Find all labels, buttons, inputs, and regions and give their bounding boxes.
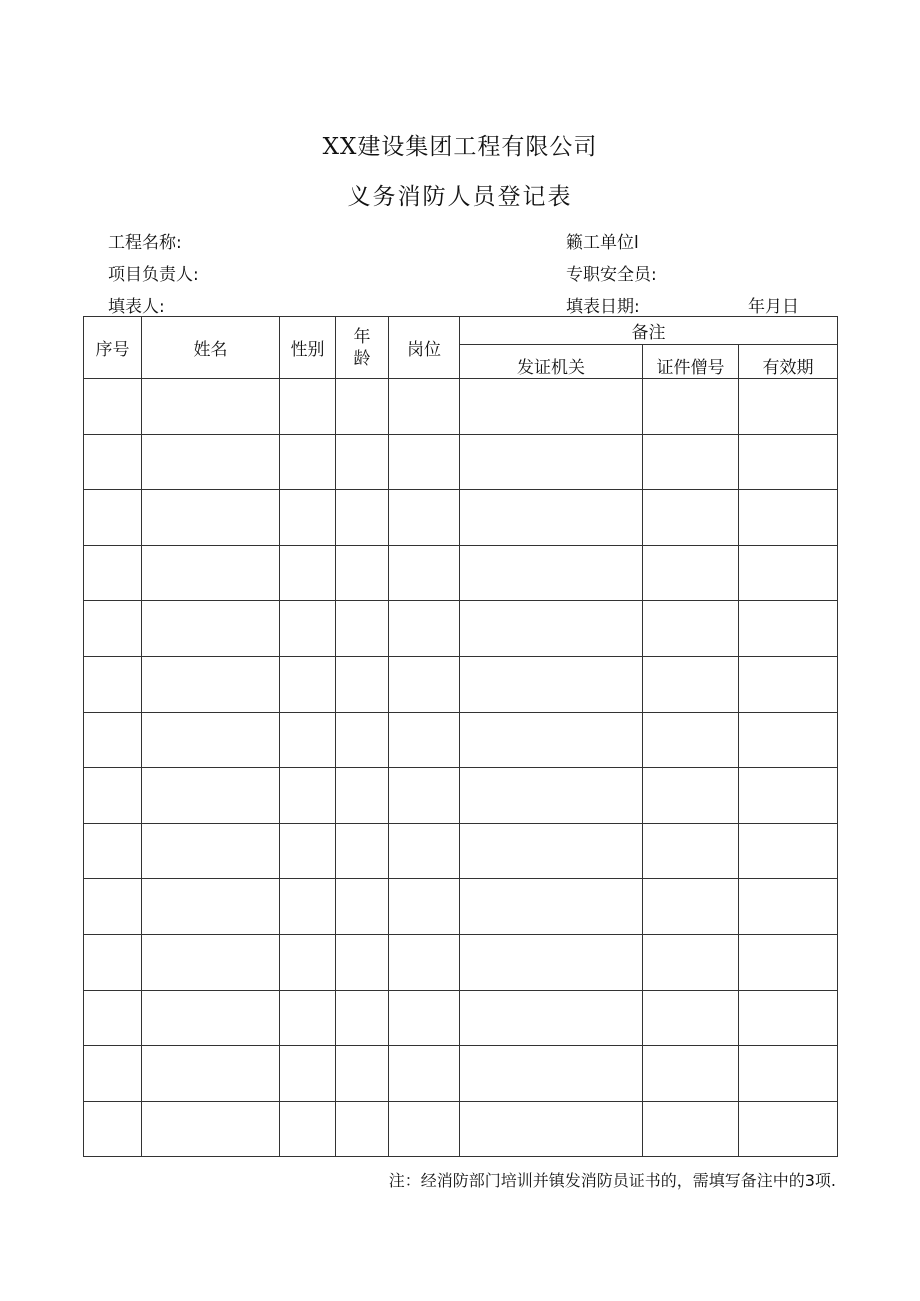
table-row	[84, 545, 838, 601]
table-row	[84, 379, 838, 435]
header-issuing-authority: 发证机关	[460, 345, 643, 379]
header-name: 姓名	[142, 317, 280, 379]
table-cell[interactable]	[280, 1046, 336, 1102]
table-row	[84, 434, 838, 490]
table-cell[interactable]	[739, 490, 838, 546]
table-row	[84, 823, 838, 879]
table-cell[interactable]	[643, 823, 739, 879]
table-cell[interactable]	[389, 490, 460, 546]
table-cell[interactable]	[84, 545, 142, 601]
table-cell[interactable]	[280, 712, 336, 768]
table-cell[interactable]	[460, 545, 643, 601]
table-cell[interactable]	[460, 434, 643, 490]
table-cell[interactable]	[643, 934, 739, 990]
table-cell[interactable]	[460, 490, 643, 546]
table-cell[interactable]	[142, 379, 280, 435]
form-title: 义务消防人员登记表	[347, 184, 573, 210]
table-cell[interactable]	[142, 1046, 280, 1102]
table-row	[84, 490, 838, 546]
table-cell[interactable]	[84, 434, 142, 490]
table-row	[84, 712, 838, 768]
table-cell[interactable]	[84, 379, 142, 435]
project-leader-label: 项目负责人:	[108, 265, 199, 285]
table-cell[interactable]	[643, 490, 739, 546]
table-row	[84, 1101, 838, 1157]
table-cell[interactable]	[460, 768, 643, 824]
table-cell[interactable]	[643, 712, 739, 768]
header-certificate-no: 证件僧号	[643, 345, 739, 379]
header-age-label: 年龄	[353, 326, 371, 369]
table-cell[interactable]	[643, 545, 739, 601]
registration-table	[83, 316, 838, 1157]
company-title: XX建设集团工程有限公司	[322, 134, 598, 160]
table-header	[84, 317, 838, 379]
table-cell[interactable]	[739, 768, 838, 824]
table-cell[interactable]	[739, 934, 838, 990]
table-row	[84, 601, 838, 657]
table-cell[interactable]	[389, 712, 460, 768]
table-cell[interactable]	[460, 879, 643, 935]
table-cell[interactable]	[739, 990, 838, 1046]
header-age	[336, 317, 389, 379]
fill-date-label: 填表日期:	[566, 297, 640, 317]
table-cell[interactable]	[739, 879, 838, 935]
table-cell[interactable]	[739, 1046, 838, 1102]
table-cell[interactable]	[336, 379, 389, 435]
table-cell[interactable]	[336, 712, 389, 768]
table-cell[interactable]	[84, 934, 142, 990]
table-cell[interactable]	[142, 990, 280, 1046]
header-remarks: 备注	[460, 317, 838, 345]
table-cell[interactable]	[336, 879, 389, 935]
table-cell[interactable]	[84, 823, 142, 879]
table-cell[interactable]	[280, 990, 336, 1046]
header-seq: 序号	[84, 317, 142, 379]
header-gender: 性别	[280, 317, 336, 379]
table-cell[interactable]	[142, 490, 280, 546]
table-cell[interactable]	[389, 1046, 460, 1102]
table-cell[interactable]	[142, 434, 280, 490]
table-cell[interactable]	[389, 601, 460, 657]
filler-label: 填表人:	[108, 297, 165, 317]
table-row	[84, 934, 838, 990]
header-validity: 有效期	[739, 345, 838, 379]
table-cell[interactable]	[84, 656, 142, 712]
table-cell[interactable]	[336, 490, 389, 546]
table-cell[interactable]	[84, 1046, 142, 1102]
date-format-label: 年月日	[748, 297, 799, 317]
table-cell[interactable]	[280, 601, 336, 657]
table-cell[interactable]	[280, 656, 336, 712]
table-cell[interactable]	[460, 990, 643, 1046]
table-cell[interactable]	[142, 656, 280, 712]
table-cell[interactable]	[84, 1101, 142, 1157]
table-cell[interactable]	[336, 990, 389, 1046]
table-cell[interactable]	[739, 434, 838, 490]
table-cell[interactable]	[280, 879, 336, 935]
table-cell[interactable]	[84, 768, 142, 824]
table-cell[interactable]	[739, 1101, 838, 1157]
table-cell[interactable]	[460, 379, 643, 435]
table-cell[interactable]	[643, 656, 739, 712]
table-cell[interactable]	[280, 545, 336, 601]
table-cell[interactable]	[643, 879, 739, 935]
table-cell[interactable]	[739, 656, 838, 712]
table-row	[84, 879, 838, 935]
safety-officer-label: 专职安全员:	[566, 265, 657, 285]
table-cell[interactable]	[389, 934, 460, 990]
table-cell[interactable]	[336, 1046, 389, 1102]
table-row	[84, 990, 838, 1046]
table-cell[interactable]	[84, 990, 142, 1046]
table-cell[interactable]	[142, 712, 280, 768]
table-cell[interactable]	[336, 823, 389, 879]
table-cell[interactable]	[460, 656, 643, 712]
project-name-label: 工程名称:	[108, 233, 182, 253]
table-cell[interactable]	[336, 434, 389, 490]
table-cell[interactable]	[460, 1101, 643, 1157]
table-cell[interactable]	[460, 1046, 643, 1102]
table-cell[interactable]	[389, 379, 460, 435]
table-cell[interactable]	[336, 934, 389, 990]
table-cell[interactable]	[643, 768, 739, 824]
table-cell[interactable]	[84, 712, 142, 768]
table-cell[interactable]	[336, 601, 389, 657]
table-cell[interactable]	[336, 1101, 389, 1157]
table-cell[interactable]	[336, 545, 389, 601]
table-cell[interactable]	[643, 379, 739, 435]
table-cell[interactable]	[643, 1046, 739, 1102]
table-cell[interactable]	[84, 879, 142, 935]
table-cell[interactable]	[739, 601, 838, 657]
table-cell[interactable]	[142, 545, 280, 601]
table-cell[interactable]	[643, 1101, 739, 1157]
table-cell[interactable]	[142, 879, 280, 935]
table-cell[interactable]	[142, 768, 280, 824]
table-cell[interactable]	[643, 990, 739, 1046]
table-cell[interactable]	[336, 768, 389, 824]
table-cell[interactable]	[389, 656, 460, 712]
table-row	[84, 768, 838, 824]
table-row	[84, 1046, 838, 1102]
table-cell[interactable]	[389, 879, 460, 935]
table-cell[interactable]	[280, 434, 336, 490]
table-cell[interactable]	[643, 434, 739, 490]
construction-unit-label: 籁工单位l	[566, 233, 639, 253]
table-cell[interactable]	[84, 601, 142, 657]
table-cell[interactable]	[460, 934, 643, 990]
table-cell[interactable]	[142, 601, 280, 657]
table-cell[interactable]	[460, 712, 643, 768]
table-body	[84, 379, 838, 1157]
table-cell[interactable]	[389, 990, 460, 1046]
table-cell[interactable]	[389, 768, 460, 824]
table-cell[interactable]	[389, 823, 460, 879]
table-cell[interactable]	[84, 490, 142, 546]
table-cell[interactable]	[280, 379, 336, 435]
table-cell[interactable]	[739, 545, 838, 601]
table-cell[interactable]	[389, 1101, 460, 1157]
table-cell[interactable]	[280, 490, 336, 546]
table-cell[interactable]	[739, 379, 838, 435]
table-cell[interactable]	[142, 1101, 280, 1157]
table-cell[interactable]	[460, 601, 643, 657]
table-cell[interactable]	[643, 601, 739, 657]
table-cell[interactable]	[280, 934, 336, 990]
table-cell[interactable]	[280, 823, 336, 879]
footnote: 注：经消防部门培训并镇发消防员证书的，需填写备注中的3项.	[388, 1171, 836, 1190]
table-cell[interactable]	[280, 768, 336, 824]
table-cell[interactable]	[389, 434, 460, 490]
table-cell[interactable]	[142, 823, 280, 879]
table-cell[interactable]	[460, 823, 643, 879]
table-cell[interactable]	[389, 545, 460, 601]
header-position: 岗位	[389, 317, 460, 379]
table-cell[interactable]	[280, 1101, 336, 1157]
table-row	[84, 656, 838, 712]
table-cell[interactable]	[739, 712, 838, 768]
table-cell[interactable]	[739, 823, 838, 879]
table-cell[interactable]	[142, 934, 280, 990]
table-cell[interactable]	[336, 656, 389, 712]
